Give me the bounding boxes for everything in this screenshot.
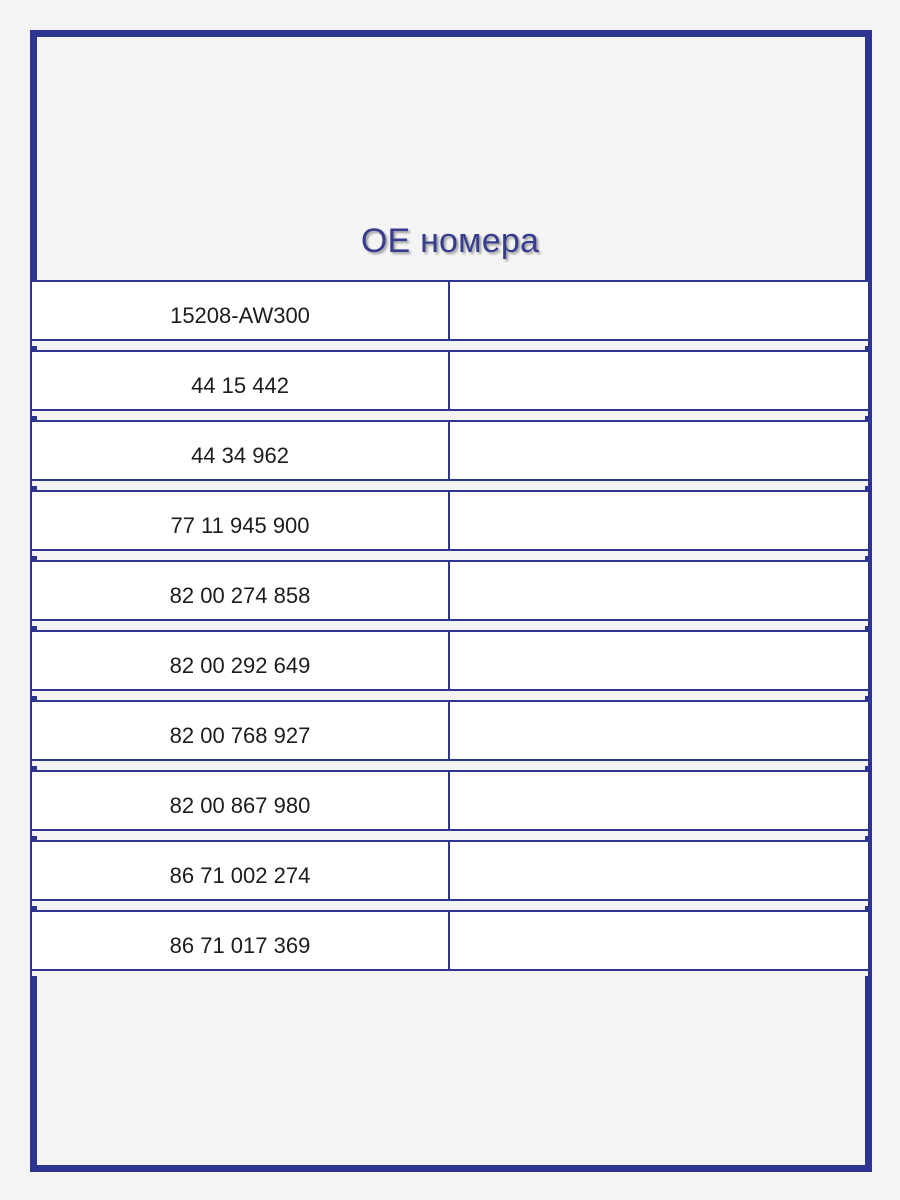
- oe-number-cell: 77 11 945 900: [32, 492, 450, 549]
- table-row: [30, 350, 870, 411]
- empty-cell: [450, 422, 868, 479]
- page-title: OE номера: [360, 222, 540, 260]
- oe-number-cell: 82 00 274 858: [32, 562, 450, 619]
- oe-number-cell: 82 00 768 927: [32, 702, 450, 759]
- table-row: [30, 910, 870, 971]
- empty-cell: [450, 912, 868, 969]
- empty-cell: [450, 352, 868, 409]
- table-row: [30, 560, 870, 621]
- empty-cell: [450, 492, 868, 549]
- table-row: [30, 700, 870, 761]
- oe-number-cell: 44 15 442: [32, 352, 450, 409]
- empty-cell: [450, 842, 868, 899]
- oe-number-cell: 86 71 002 274: [32, 842, 450, 899]
- table-row: [30, 770, 870, 831]
- oe-number-cell: 86 71 017 369: [32, 912, 450, 969]
- empty-cell: [450, 702, 868, 759]
- oe-number-cell: 82 00 867 980: [32, 772, 450, 829]
- table-row: [30, 420, 870, 481]
- table-row: [30, 280, 870, 341]
- oe-number-cell: 15208-AW300: [32, 282, 450, 339]
- empty-cell: [450, 562, 868, 619]
- oe-number-cell: 82 00 292 649: [32, 632, 450, 689]
- table-row: [30, 490, 870, 551]
- empty-cell: [450, 772, 868, 829]
- table-row: [30, 630, 870, 691]
- oe-number-cell: 44 34 962: [32, 422, 450, 479]
- empty-cell: [450, 632, 868, 689]
- empty-cell: [450, 282, 868, 339]
- table-row: [30, 840, 870, 901]
